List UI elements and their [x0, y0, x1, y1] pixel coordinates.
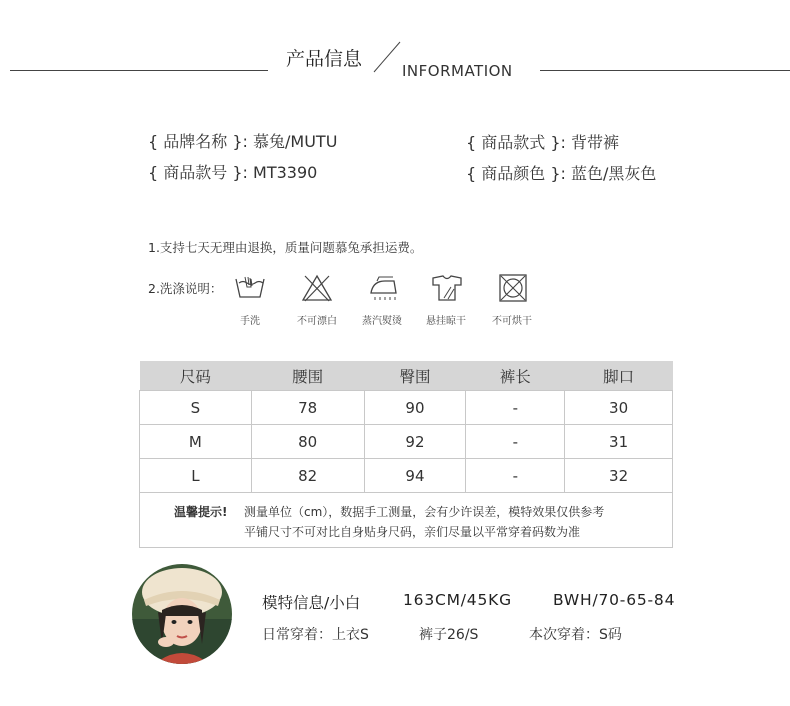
header-length: 裤长 [466, 361, 565, 391]
size-table [139, 361, 673, 493]
header-size: 尺码 [140, 361, 252, 391]
table-cell: 90 [364, 391, 466, 425]
table-cell: 31 [565, 425, 673, 459]
table-cell: - [466, 391, 565, 425]
no-tumble-dry-icon [496, 273, 530, 303]
header-waist: 腰围 [251, 361, 364, 391]
model-bwh: BWH/70-65-84 [553, 591, 676, 609]
model-name: 模特信息/小白 [262, 594, 361, 612]
table-cell: 80 [251, 425, 364, 459]
tip-line-1: 测量单位（cm），数据手工测量，会有少许误差，模特效果仅供参考 [244, 505, 605, 519]
model-pants-size: 裤子26/S [419, 627, 479, 643]
hand-wash-icon [233, 273, 267, 303]
table-cell: - [466, 459, 565, 493]
header-hem: 脚口 [565, 361, 673, 391]
brand-info: { 品牌名称 }: 慕兔/MUTU [148, 132, 338, 151]
table-row [140, 425, 673, 459]
wash-instructions-title: 2.洗涤说明： [148, 281, 223, 296]
slash-divider [370, 40, 402, 74]
size-table-header [140, 361, 673, 391]
color-info: { 商品颜色 }: 蓝色/黑灰色 [466, 164, 657, 183]
table-cell: - [466, 425, 565, 459]
model-avatar [132, 564, 232, 664]
care-label-steam-iron: 蒸汽熨烫 [362, 316, 402, 327]
tip-line-2: 平铺尺寸不可对比自身贴身尺码，亲们尽量以平常穿着码数为准 [244, 525, 581, 539]
table-cell: 94 [364, 459, 466, 493]
style-info: { 商品款式 }: 背带裤 [466, 133, 620, 152]
section-title-english: INFORMATION [402, 62, 513, 80]
table-cell: 92 [364, 425, 466, 459]
table-cell: 32 [565, 459, 673, 493]
no-bleach-icon [300, 273, 334, 303]
model-height-weight: 163CM/45KG [403, 591, 512, 609]
care-label-no-bleach: 不可漂白 [297, 316, 337, 327]
table-row [140, 391, 673, 425]
table-cell: 82 [251, 459, 364, 493]
section-title: 产品信息 [286, 48, 363, 70]
table-cell: 78 [251, 391, 364, 425]
model-current-wear: 本次穿着：S码 [529, 627, 622, 643]
header-right-rule [540, 70, 790, 71]
model-daily-wear: 日常穿着：上衣S [262, 627, 369, 643]
care-label-hand-wash: 手洗 [240, 316, 260, 327]
header-left-rule [10, 70, 268, 71]
table-cell: 30 [565, 391, 673, 425]
tip-label: 温馨提示! [174, 505, 228, 519]
hang-dry-icon [430, 273, 464, 303]
steam-iron-icon [367, 273, 401, 303]
header-hip: 臀围 [364, 361, 466, 391]
table-cell: S [140, 391, 252, 425]
return-policy: 1.支持七天无理由退换，质量问题慕兔承担运费。 [148, 240, 423, 255]
number-info: { 商品款号 }: MT3390 [148, 163, 318, 182]
table-row [140, 459, 673, 493]
table-cell: M [140, 425, 252, 459]
care-label-hang-dry: 悬挂晾干 [426, 316, 466, 327]
care-label-no-tumble-dry: 不可烘干 [492, 316, 532, 327]
table-cell: L [140, 459, 252, 493]
